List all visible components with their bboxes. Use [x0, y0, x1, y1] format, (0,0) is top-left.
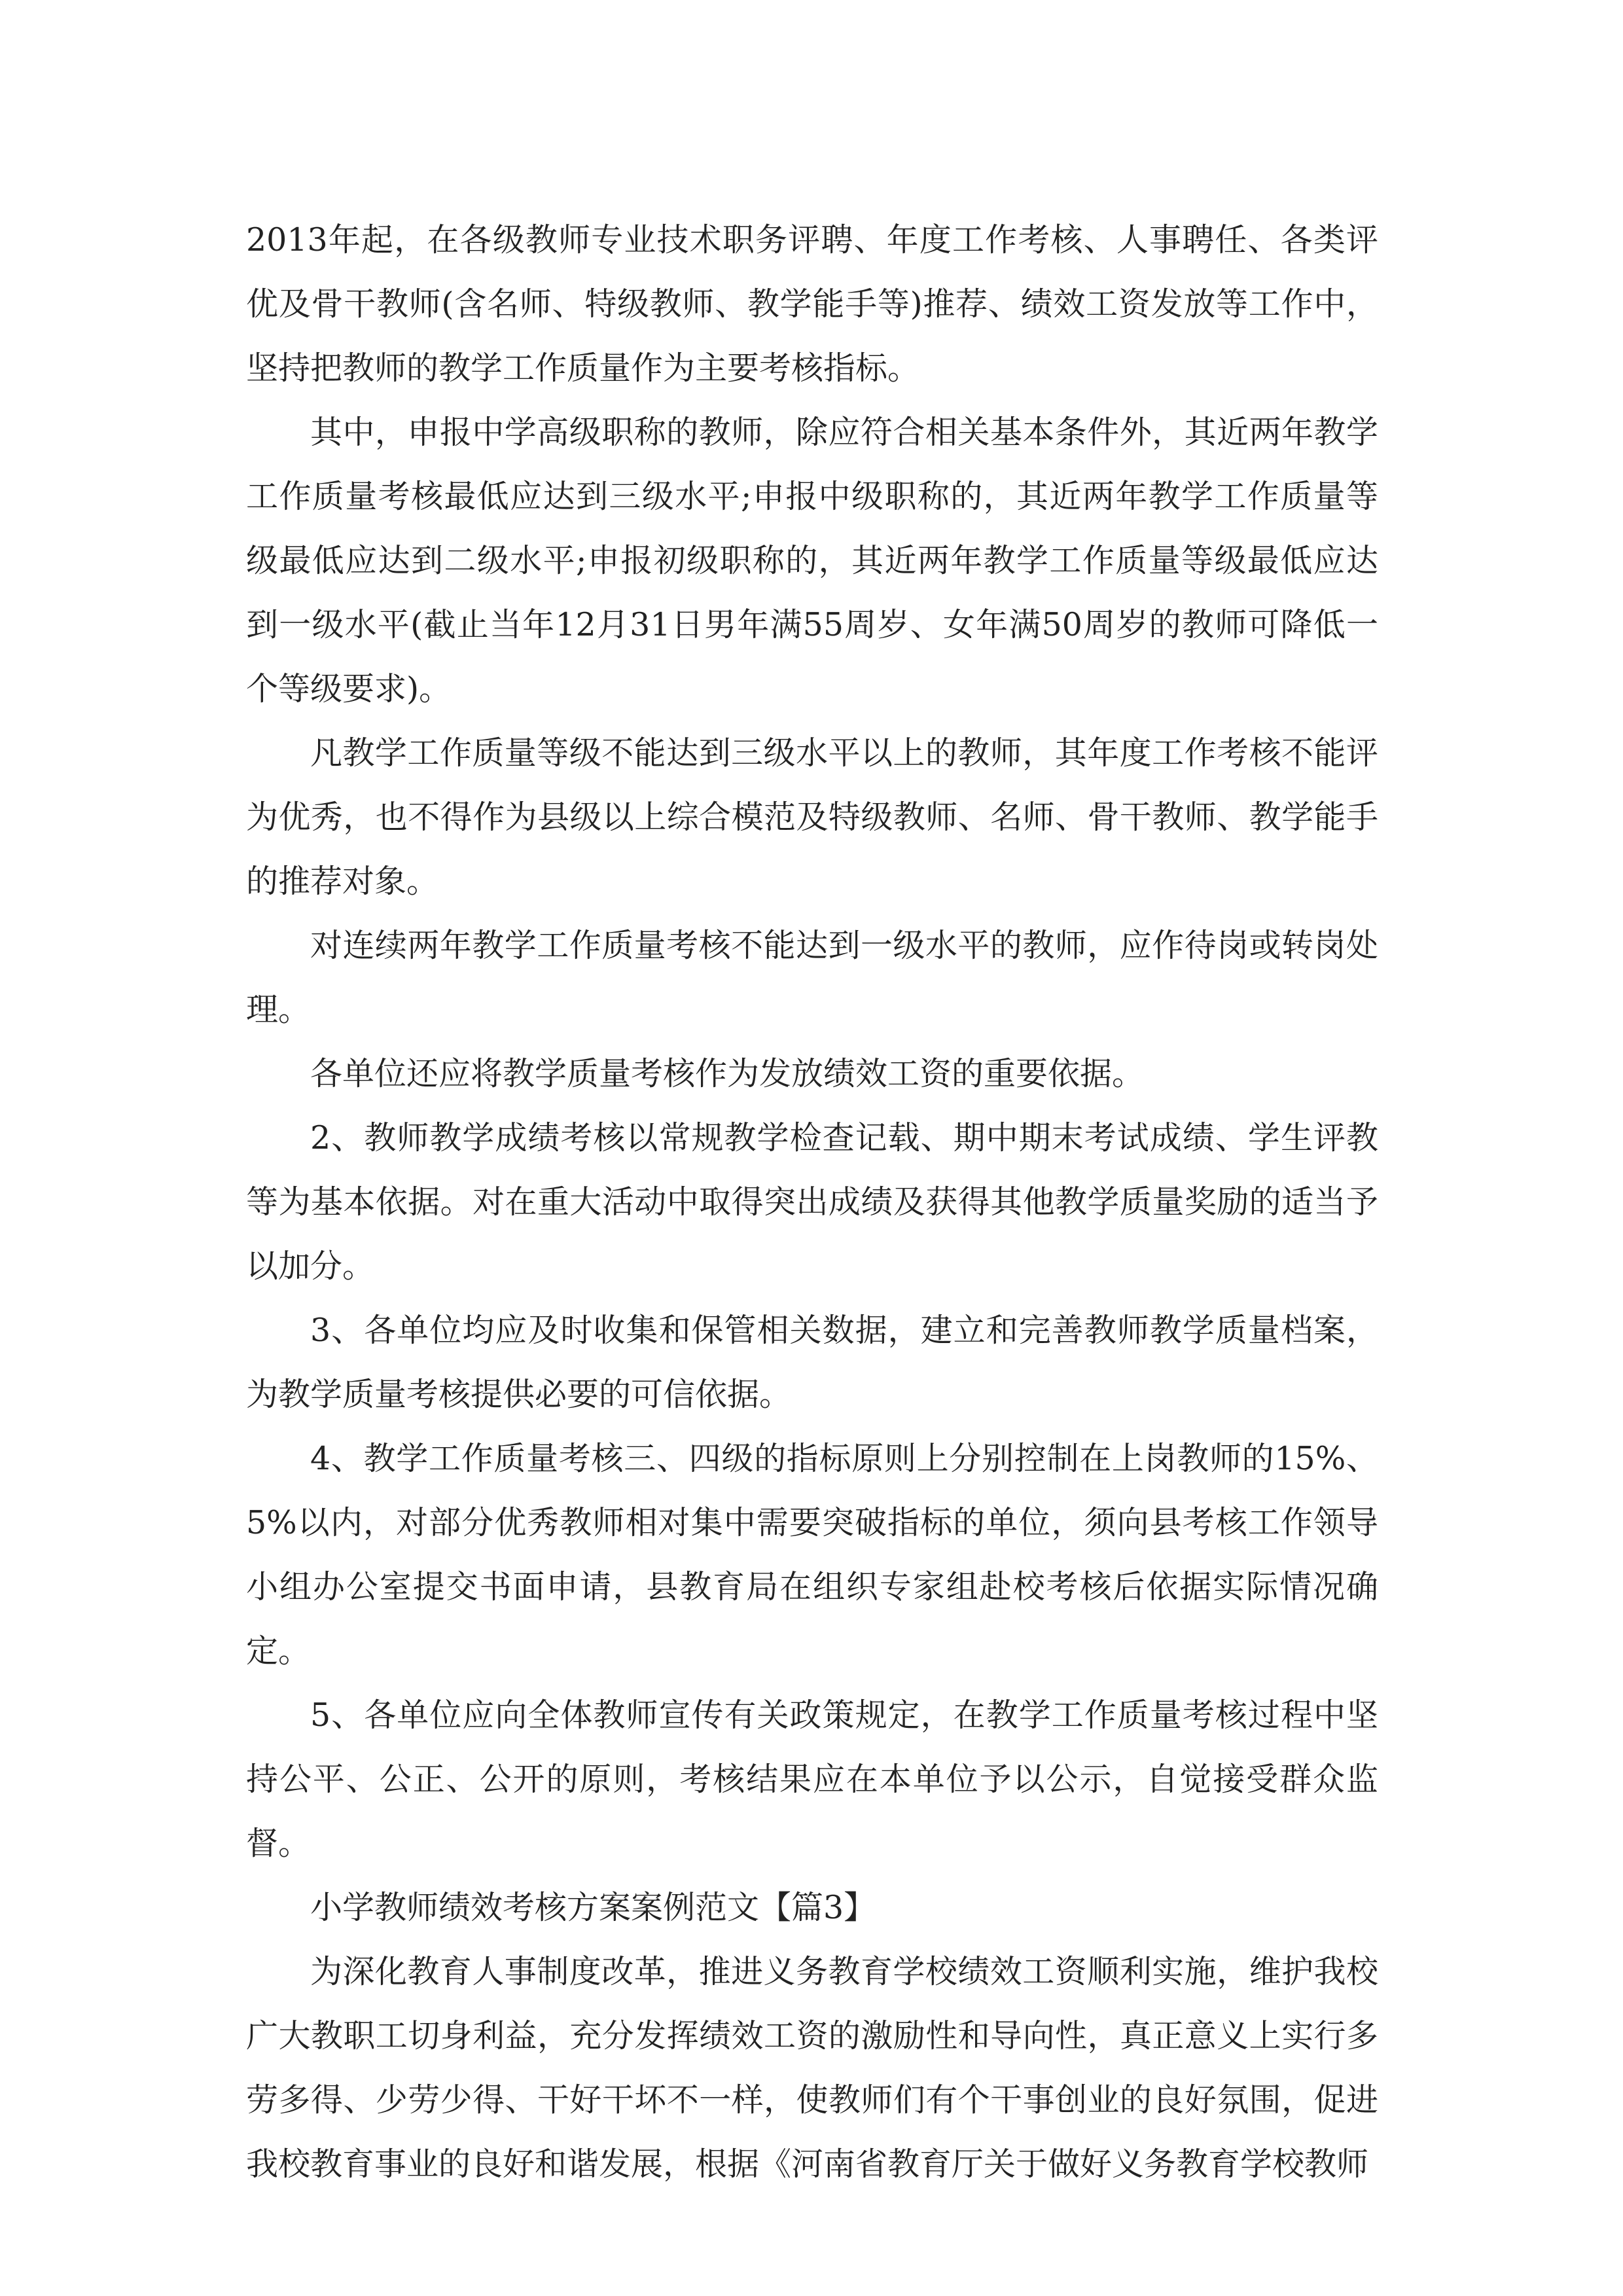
- paragraph-item-3: 3、各单位均应及时收集和保管相关数据，建立和完善教师教学质量档案，为教学质量考核提供必要的可信依据。: [246, 1312, 1378, 1413]
- paragraph-section-intro: 为深化教育人事制度改革，推进义务教育学校绩效工资顺利实施，维护我校广大教职工切身利益，充分发挥绩效工资的激励性和导向性，真正意义上实行多劳多得、少劳少得、干好干坏不一样，使教师们有个干事创业的良好氛围，促进我校教育事业的良好和谐发展，根据《河南省教育厅关于做好义务教育学校教师: [246, 1953, 1378, 2183]
- paragraph-item-4: 4、教学工作质量考核三、四级的指标原则上分别控制在上岗教师的15%、5%以内，对部分优秀教师相对集中需要突破指标的单位，须向县考核工作领导小组办公室提交书面申请，县教育局在组织专家组赴校考核后依据实际情况确定。: [246, 1440, 1378, 1670]
- paragraph-item-2: 2、教师教学成绩考核以常规教学检查记载、期中期末考试成绩、学生评教等为基本依据。对在重大活动中取得突出成绩及获得其他教学质量奖励的适当予以加分。: [246, 1119, 1378, 1285]
- paragraph-title-requirements: 其中，申报中学高级职称的教师，除应符合相关基本条件外，其近两年教学工作质量考核最低应达到三级水平;申报中级职称的，其近两年教学工作质量等级最低应达到二级水平;申报初级职称的，其近两年教学工作质量等级最低应达到一级水平(截止当年12月31日男年满55周岁、女年满50周岁的教师可降低一个等级要求)。: [246, 414, 1378, 708]
- paragraph-intro: 2013年起，在各级教师专业技术职务评聘、年度工作考核、人事聘任、各类评优及骨干教师(含名师、特级教师、教学能手等)推荐、绩效工资发放等工作中，坚持把教师的教学工作质量作为主要考核指标。: [246, 221, 1378, 387]
- section-heading: 小学教师绩效考核方案案例范文【篇3】: [310, 1889, 876, 1926]
- paragraph-reassignment: 对连续两年教学工作质量考核不能达到一级水平的教师，应作待岗或转岗处理。: [246, 927, 1378, 1028]
- paragraph-excellence-restriction: 凡教学工作质量等级不能达到三级水平以上的教师，其年度工作考核不能评为优秀，也不得作为县级以上综合模范及特级教师、名师、骨干教师、教学能手的推荐对象。: [246, 734, 1378, 900]
- paragraph-item-5: 5、各单位应向全体教师宣传有关政策规定，在教学工作质量考核过程中坚持公平、公正、公开的原则，考核结果应在本单位予以公示，自觉接受群众监督。: [246, 1696, 1378, 1862]
- paragraph-performance-pay: 各单位还应将教学质量考核作为发放绩效工资的重要依据。: [310, 1055, 1145, 1092]
- document-body: [246, 208, 1378, 2197]
